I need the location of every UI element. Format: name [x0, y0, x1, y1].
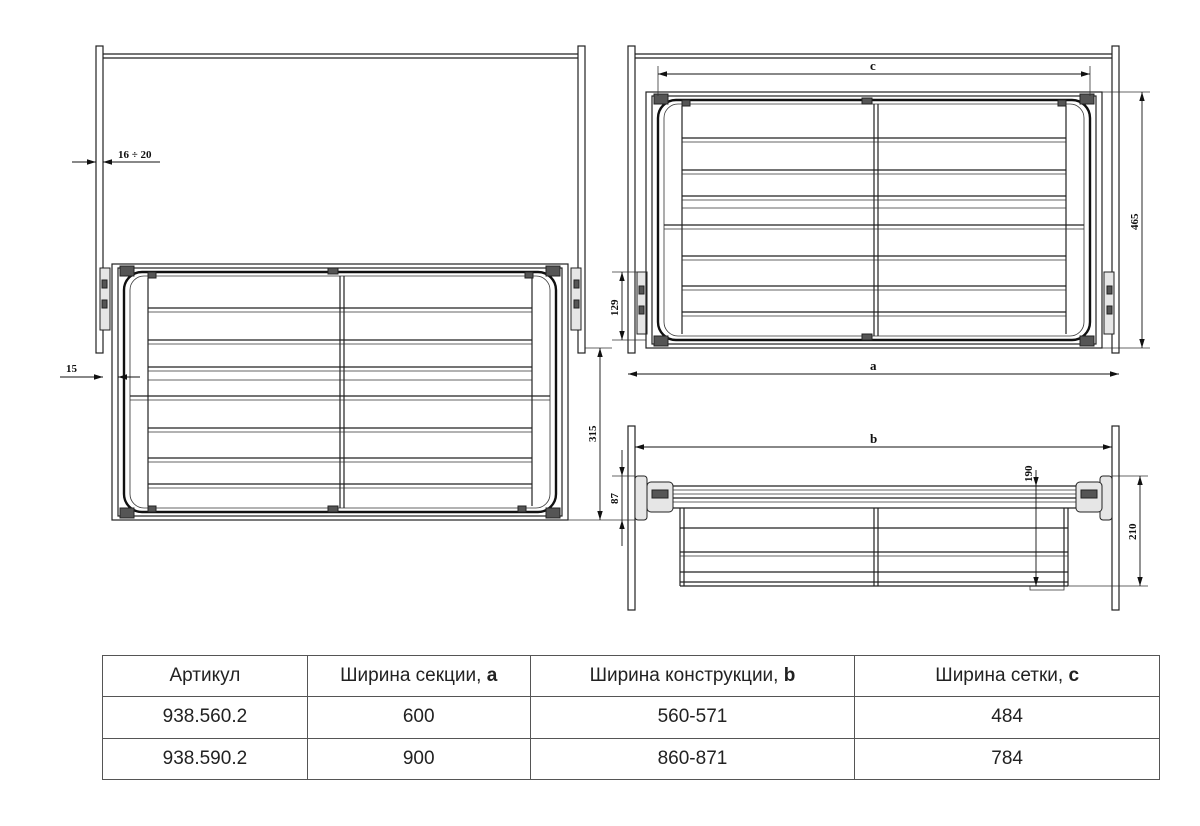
header-section-width: Ширина секции, a [307, 656, 530, 697]
header-article: Артикул [103, 656, 308, 697]
table-header-row [103, 656, 1160, 697]
dim-b: b [870, 431, 878, 446]
left-side-wall-3 [628, 426, 635, 610]
cell-section-width: 600 [307, 697, 530, 738]
dim-low-height: 87 [609, 493, 621, 504]
front-view-extended [60, 46, 612, 520]
dim-rail-height: 129 [609, 299, 621, 316]
dim-c: c [870, 58, 876, 73]
right-runner [571, 268, 581, 330]
dim-depth: 465 [1129, 213, 1141, 230]
dim-wall-thickness: 16 ÷ 20 [118, 149, 152, 161]
front-view-closed [609, 46, 1150, 374]
left-runner [100, 268, 110, 330]
left-side-wall-2 [628, 46, 635, 353]
right-side-wall-3 [1112, 426, 1119, 610]
dim-a: a [870, 358, 877, 373]
cell-article: 938.590.2 [103, 738, 308, 779]
dim-offset: 15 [66, 363, 77, 375]
cell-construction-width: 560-571 [530, 697, 855, 738]
table-row [103, 738, 1160, 779]
spec-table [102, 655, 1160, 780]
header-construction-width: Ширина конструкции, b [530, 656, 855, 697]
dim-basket-height: 190 [1023, 465, 1035, 482]
cell-mesh-width: 784 [855, 738, 1160, 779]
cell-mesh-width: 484 [855, 697, 1160, 738]
side-view [609, 426, 1148, 610]
cell-article: 938.560.2 [103, 697, 308, 738]
table-row [103, 697, 1160, 738]
dim-total-height: 210 [1127, 523, 1139, 540]
header-mesh-width: Ширина сетки, c [855, 656, 1160, 697]
cell-construction-width: 860-871 [530, 738, 855, 779]
dim-extension: 315 [587, 425, 599, 442]
cell-section-width: 900 [307, 738, 530, 779]
